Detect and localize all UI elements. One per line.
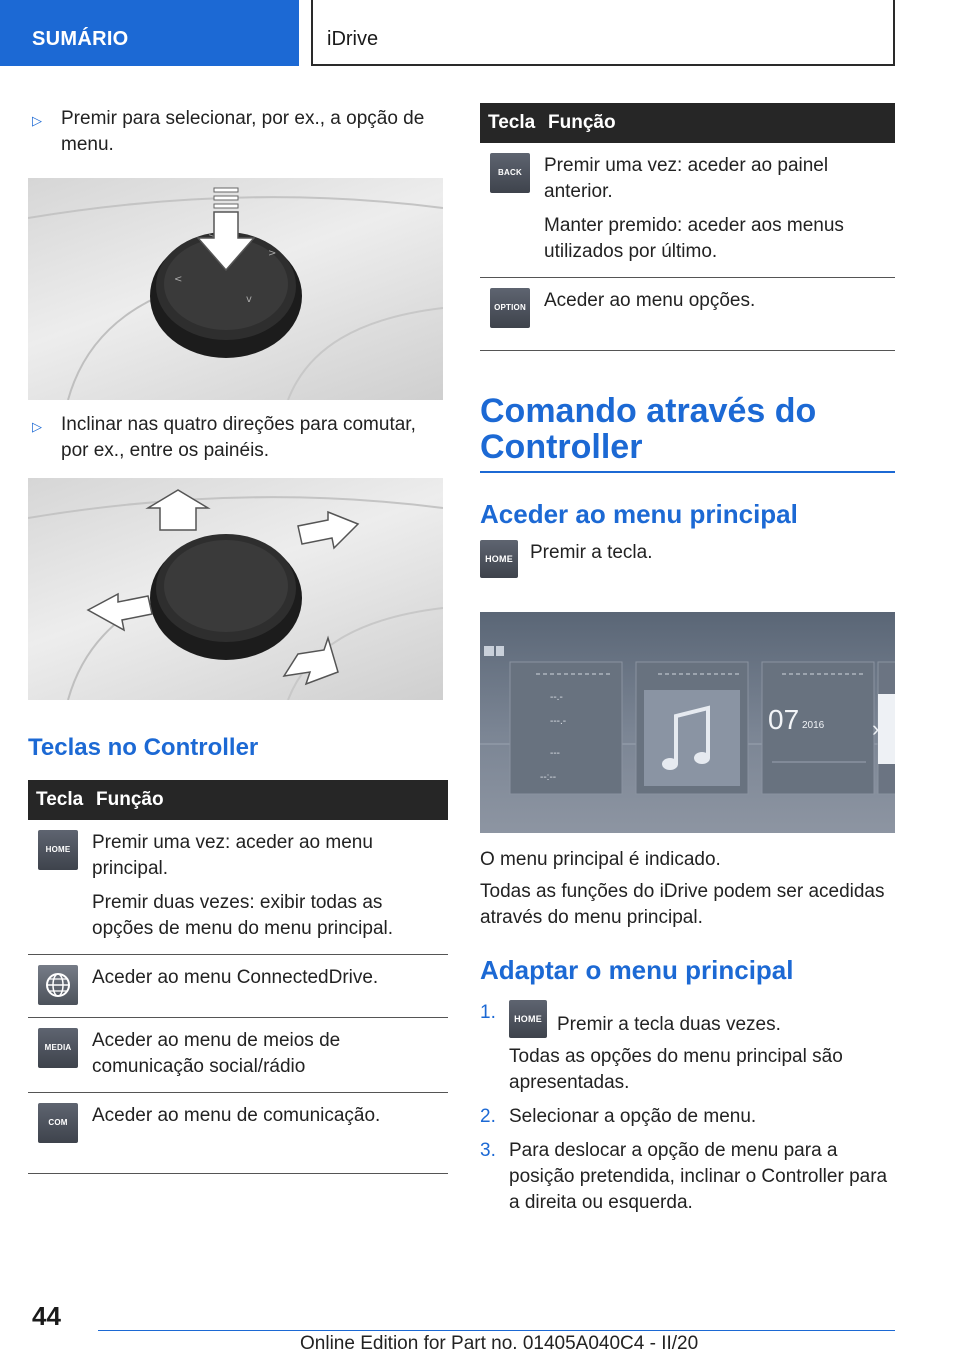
media-key-text: Aceder ao menu de meios de comunicação social/rádio bbox=[92, 1030, 341, 1077]
list-item bbox=[480, 1104, 895, 1130]
screen-row-value: --:-- bbox=[540, 772, 557, 783]
step-tilt bbox=[28, 412, 448, 464]
table-row bbox=[28, 955, 448, 1018]
step-number: 1. bbox=[480, 1002, 496, 1023]
controller-tilt-photo bbox=[28, 478, 443, 700]
com-key-text: Aceder ao menu de comunicação. bbox=[92, 1105, 381, 1126]
home-key-icon: HOME bbox=[38, 830, 78, 870]
table-row bbox=[28, 820, 448, 955]
step-press-text: Premir para selecionar, por ex., a opção de menu. bbox=[61, 108, 425, 155]
step-press bbox=[28, 106, 448, 158]
table-row bbox=[480, 143, 895, 278]
triangle-bullet-icon: ▷ bbox=[32, 419, 42, 434]
keys-heading: Teclas no Controller bbox=[28, 734, 259, 761]
table-row bbox=[28, 1093, 448, 1174]
controller-press-photo bbox=[28, 178, 443, 400]
screen-next-icon: › bbox=[872, 716, 880, 741]
keys-table-continued bbox=[480, 103, 895, 351]
screen-date-day: 07 bbox=[768, 704, 800, 735]
back-key-text-2: Manter premido: aceder aos menus utilizados por último. bbox=[544, 215, 844, 262]
screen-row-value: --- bbox=[550, 748, 560, 759]
table-row bbox=[480, 278, 895, 351]
page-number: 44 bbox=[32, 1301, 61, 1331]
connecteddrive-globe-icon bbox=[38, 965, 78, 1005]
option-key-icon: OPTION bbox=[490, 288, 530, 328]
screen-row-value: ---.- bbox=[550, 716, 567, 727]
option-key-text: Aceder ao menu opções. bbox=[544, 290, 756, 311]
left-column bbox=[28, 100, 448, 1174]
table-row bbox=[28, 1018, 448, 1093]
keys-table-header bbox=[28, 780, 448, 820]
svg-text:>: > bbox=[268, 248, 277, 259]
back-key-icon: BACK bbox=[490, 153, 530, 193]
svg-text:v: v bbox=[246, 294, 252, 305]
col-function-header: Função bbox=[544, 103, 895, 143]
screen-date-year: 2016 bbox=[802, 720, 825, 731]
subsection-main-menu-title: Aceder ao menu principal bbox=[480, 499, 798, 529]
section-title-rule bbox=[480, 471, 895, 473]
step-text: Premir a tecla duas vezes. bbox=[557, 1014, 781, 1035]
main-menu-shown-text: O menu principal é indicado. bbox=[480, 849, 721, 870]
media-key-icon: MEDIA bbox=[38, 1028, 78, 1068]
chapter-title: iDrive bbox=[311, 0, 895, 66]
home-key-text-1: Premir uma vez: aceder ao menu principal. bbox=[92, 832, 373, 879]
press-key-text: Premir a tecla. bbox=[530, 542, 653, 563]
edition-footer: Online Edition for Part no. 01405A040C4 - II/20 bbox=[300, 1333, 699, 1354]
section-title: Comando através do Controller bbox=[480, 392, 817, 466]
keys-table bbox=[28, 780, 448, 1174]
step-number: 2. bbox=[480, 1106, 496, 1127]
home-key-icon: HOME bbox=[509, 1000, 547, 1038]
screen-row-value: --.- bbox=[550, 692, 563, 703]
press-home-row bbox=[480, 540, 895, 578]
home-key-icon: HOME bbox=[480, 540, 518, 578]
controller-press-illustration bbox=[28, 178, 443, 400]
connecteddrive-key-text: Aceder ao menu ConnectedDrive. bbox=[92, 967, 379, 988]
com-key-icon: COM bbox=[38, 1103, 78, 1143]
back-key-text-1: Premir uma vez: aceder ao painel anterior. bbox=[544, 155, 829, 202]
footer-rule bbox=[98, 1330, 895, 1331]
list-item bbox=[480, 1000, 895, 1096]
step-tilt-text: Inclinar nas quatro direções para comutar, por ex., entre os painéis. bbox=[61, 414, 416, 461]
subsection-adapt-title: Adaptar o menu principal bbox=[480, 955, 794, 985]
triangle-bullet-icon: ▷ bbox=[32, 113, 42, 128]
step-text: Selecionar a opção de menu. bbox=[509, 1106, 757, 1127]
home-key-text-2: Premir duas vezes: exibir todas as opções de menu do menu principal. bbox=[92, 892, 394, 939]
keys-table-header bbox=[480, 103, 895, 143]
step-extra-text: Todas as opções do menu principal são apresentadas. bbox=[509, 1046, 843, 1093]
list-item bbox=[480, 1138, 895, 1216]
svg-text:<: < bbox=[174, 274, 183, 285]
main-menu-screen-illustration bbox=[480, 612, 895, 833]
right-column bbox=[480, 103, 895, 1224]
summary-tab[interactable]: SUMÁRIO bbox=[0, 0, 299, 66]
col-function-header: Função bbox=[92, 780, 448, 820]
step-text: Para deslocar a opção de menu para a posição pretendida, inclinar o Controller para a direita ou esquerda. bbox=[509, 1140, 888, 1213]
adapt-steps-list bbox=[480, 1000, 895, 1216]
controller-tilt-illustration bbox=[28, 478, 443, 700]
main-menu-screenshot bbox=[480, 612, 895, 833]
step-number: 3. bbox=[480, 1140, 496, 1161]
col-key-header: Tecla bbox=[28, 780, 92, 820]
col-key-header: Tecla bbox=[480, 103, 544, 143]
main-menu-access-text: Todas as funções do iDrive podem ser acedidas através do menu principal. bbox=[480, 881, 885, 928]
